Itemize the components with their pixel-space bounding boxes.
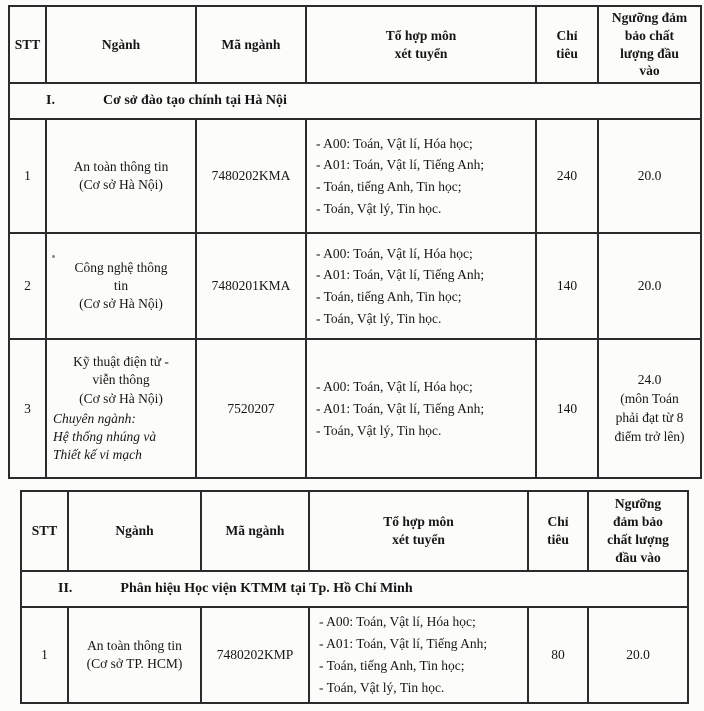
header-chi-tieu: Chỉ tiêu [536,6,598,83]
admissions-table-hcm [20,490,689,704]
subject-combinations: - A00: Toán, Vật lí, Hóa học; - A01: Toán, Vật lí, Tiếng Anh; - Toán, Vật lý, Tin học. [306,339,536,478]
header-ma-nganh: Mã ngành [201,491,309,571]
major-name: An toàn thông tin (Cơ sở Hà Nội) [46,119,196,233]
row-number: 3 [9,339,46,478]
section-row-hcm [21,571,688,607]
quota: 140 [536,233,598,339]
header-nganh: Ngành [68,491,201,571]
table-row [9,233,701,339]
major-code: 7480202KMA [196,119,306,233]
quality-threshold: 24.0 (môn Toán phải đạt từ 8 điểm trở lên) [598,339,701,478]
table-row [21,607,688,703]
quota: 240 [536,119,598,233]
subject-combinations: - A00: Toán, Vật lí, Hóa học; - A01: Toán, Vật lí, Tiếng Anh; - Toán, tiếng Anh, Tin học; - Toán, Vật lý, Tin học. [309,607,528,703]
major-name: Kỹ thuật điện tử - viễn thông (Cơ sở Hà Nội) [73,354,169,406]
scan-artifact [52,255,55,258]
header-stt: STT [21,491,68,571]
header-nganh: Ngành [46,6,196,83]
header-nguong: Ngưỡng đảm bảo chất lượng đầu vào [588,491,688,571]
major-code: 7520207 [196,339,306,478]
header-to-hop: Tổ hợp môn xét tuyển [306,6,536,83]
major-code: 7480202KMP [201,607,309,703]
row-number: 1 [9,119,46,233]
quality-threshold: 20.0 [598,233,701,339]
header-nguong: Ngưỡng đảm bảo chất lượng đầu vào [598,6,701,83]
section-numeral: I. [46,93,55,109]
section-title: Phân hiệu Học viện KTMM tại Tp. Hồ Chí Minh [120,581,413,596]
major-name-cell [46,339,196,478]
admissions-table-hanoi [8,5,702,479]
quota: 140 [536,339,598,478]
section-row-hanoi [9,83,701,119]
row-number: 2 [9,233,46,339]
header-chi-tieu: Chỉ tiêu [528,491,588,571]
major-name: An toàn thông tin (Cơ sở TP. HCM) [68,607,201,703]
major-name: Công nghệ thông tin (Cơ sở Hà Nội) [46,233,196,339]
quality-threshold: 20.0 [598,119,701,233]
table-row [9,339,701,478]
subject-combinations: - A00: Toán, Vật lí, Hóa học; - A01: Toán, Vật lí, Tiếng Anh; - Toán, tiếng Anh, Tin học; - Toán, Vật lý, Tin học. [306,233,536,339]
section-numeral: II. [58,581,73,596]
section-cell [9,83,701,119]
major-code: 7480201KMA [196,233,306,339]
header-ma-nganh: Mã ngành [196,6,306,83]
major-specialty: Chuyên ngành: Hệ thống nhúng và Thiết kế vi mạch [53,410,157,463]
row-number: 1 [21,607,68,703]
table-row [9,119,701,233]
quota: 80 [528,607,588,703]
section-title: Cơ sở đào tạo chính tại Hà Nội [102,93,287,109]
table-header-row [21,491,688,571]
section-cell [21,571,688,607]
header-to-hop: Tổ hợp môn xét tuyển [309,491,528,571]
table-header-row [9,6,701,83]
subject-combinations: - A00: Toán, Vật lí, Hóa học; - A01: Toán, Vật lí, Tiếng Anh; - Toán, tiếng Anh, Tin học; - Toán, Vật lý, Tin học. [306,119,536,233]
quality-threshold: 20.0 [588,607,688,703]
header-stt: STT [9,6,46,83]
